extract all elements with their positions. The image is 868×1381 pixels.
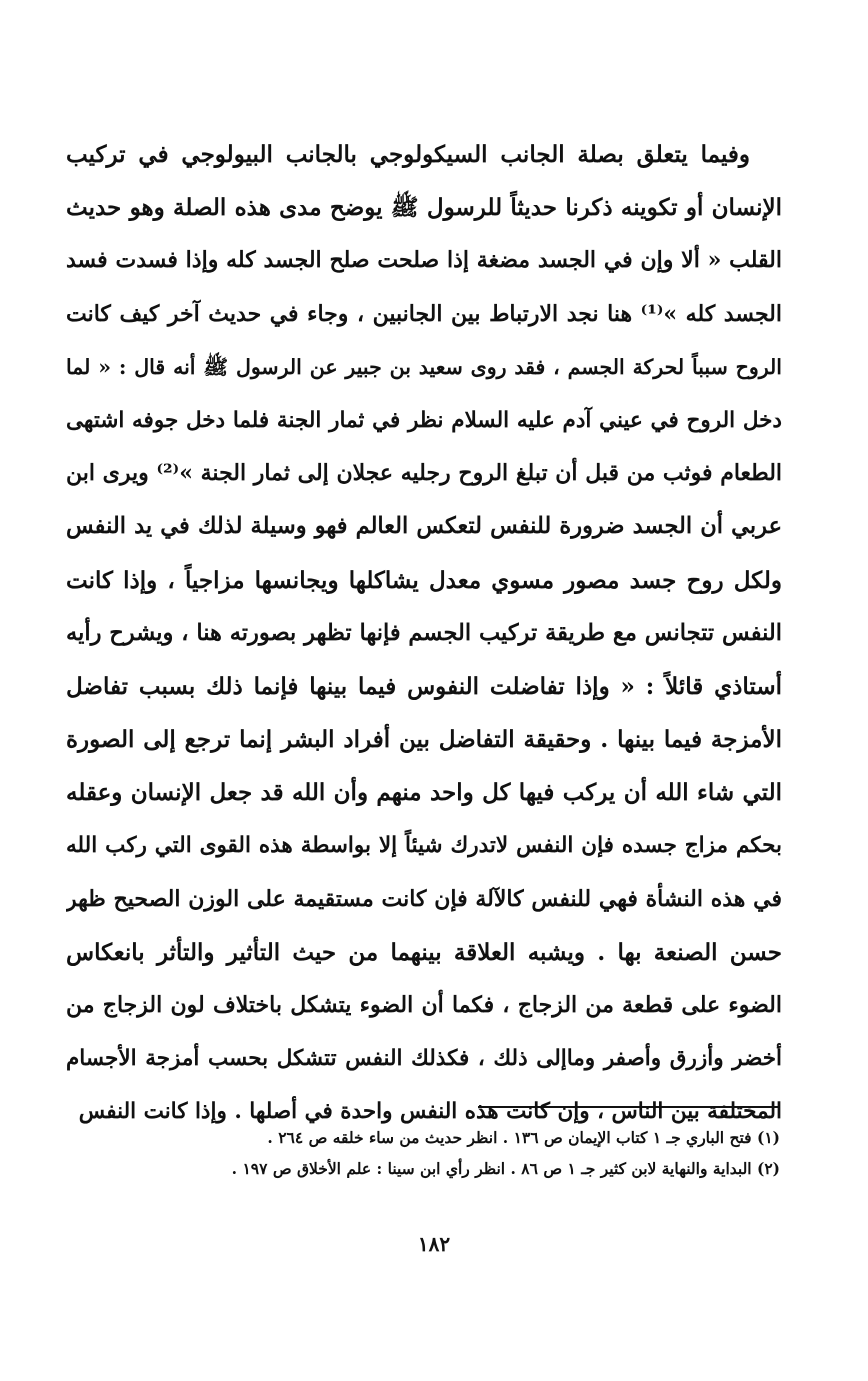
text-line: الطعام فوثب من قبل أن تبلغ الروح رجليه عجلان إلى ثمار الجنة »⁽²⁾ ويرى ابن: [66, 460, 782, 487]
text-line: بحكم مزاج جسده فإن النفس لاتدرك شيئاً إلا بواسطة هذه القوى التي ركب الله: [66, 833, 782, 859]
text-line: النفس تتجانس مع طريقة تركيب الجسم فإنها تظهر بصورته هنا ، ويشرح رأيه: [66, 619, 782, 646]
text-line: أخضر وأزرق وأصفر وماإلى ذلك ، فكذلك النفس تتشكل بحسب أمزجة الأجسام: [66, 1046, 782, 1072]
text-line: دخل الروح في عيني آدم عليه السلام نظر في ثمار الجنة فلما دخل جوفه اشتهى: [66, 407, 782, 433]
text-line: الإنسان أو تكوينه ذكرنا حديثاً للرسول ﷺ يوضح مدى هذه الصلة وهو حديث: [66, 194, 782, 222]
page-number: ١٨٢: [417, 1232, 451, 1256]
text-line: الأمزجة فيما بينها . وحقيقة التفاضل بين أفراد البشر إنما ترجع إلى الصورة: [66, 726, 782, 754]
text-line: في هذه النشأة فهي للنفس كالآلة فإن كانت مستقيمة على الوزن الصحيح ظهر: [66, 885, 782, 912]
footnote-2: (٢) البداية والنهاية لابن كثير جـ ١ ص ٨٦ . انظر رأي ابن سينا : علم الأخلاق ص ١٩٧ .: [231, 1159, 780, 1178]
text-line: الروح سبباً لحركة الجسم ، فقد روى سعيد بن جبير عن الرسول ﷺ أنه قال : « لما: [66, 354, 782, 379]
text-line: التي شاء الله أن يركب فيها كل واحد منهم وأن الله قد جعل الإنسان وعقله: [66, 779, 782, 807]
text-line: المختلفة بين الناس ، وإن كانت هذه النفس واحدة في أصلها . وإذا كانت النفس: [78, 1099, 782, 1125]
text-line: القلب « ألا وإن في الجسد مضغة إذا صلحت صلح الجسد كله وإذا فسدت فسد: [66, 247, 782, 274]
text-line: الضوء على قطعة من الزجاج ، فكما أن الضوء يتشكل باختلاف لون الزجاج من: [66, 992, 782, 1018]
text-line: عربي أن الجسد ضرورة للنفس لتعكس العالم فهو وسيلة لذلك في يد النفس: [66, 513, 782, 540]
text-line: حسن الصنعة بها . ويشبه العلاقة بينهما من حيث التأثير والتأثر بانعكاس: [66, 938, 782, 966]
text-line: الجسد كله »⁽¹⁾ هنا نجد الارتباط بين الجانبين ، وجاء في حديث آخر كيف كانت: [66, 300, 782, 327]
body-paragraph: [66, 128, 782, 1139]
text-line: أستاذي قائلاً : « وإذا تفاضلت النفوس فيما بينها فإنما ذلك بسبب تفاضل: [66, 672, 782, 700]
text-line: ولكل روح جسد مصور مسوي معدل يشاكلها ويجانسها مزاجياً ، وإذا كانت: [66, 566, 782, 594]
footnote-divider: [478, 1106, 780, 1108]
footnote-1: (١) فتح الباري جـ ١ كتاب الإيمان ص ١٣٦ . انظر حديث من ساء خلقه ص ٢٦٤ .: [267, 1128, 780, 1147]
text-line: وفيما يتعلق بصلة الجانب السيكولوجي بالجانب البيولوجي في تركيب: [66, 141, 750, 168]
footnotes: [120, 1122, 780, 1184]
